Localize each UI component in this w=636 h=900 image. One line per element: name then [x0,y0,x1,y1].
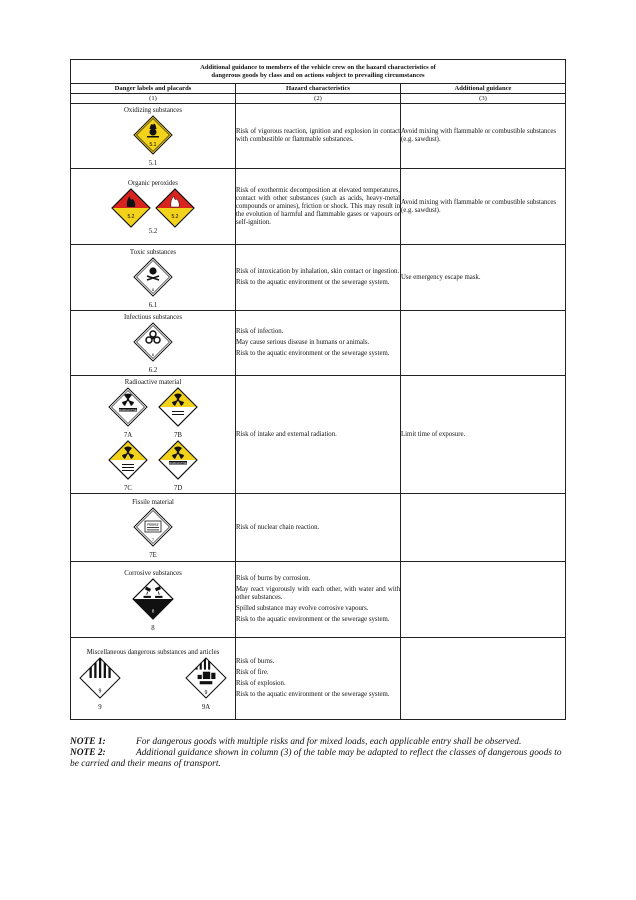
table-row [71,638,566,720]
svg-text:9: 9 [98,688,102,695]
hazard-cell [236,311,401,376]
class-number: 9 [98,703,102,711]
hazard-cell [236,245,401,311]
hazard-text: Risk to the aquatic environment or the sewerage system. [236,279,390,286]
miscellaneous-stripes-icon [79,657,121,699]
hazard-text: Risk to the aquatic environment or the sewerage system. [236,616,390,623]
class-number: 6.1 [148,301,158,309]
hazard-guidance-table [70,59,566,720]
caption-line-1: Additional guidance to members of the vehicle crew on the hazard characteristics of [200,63,436,71]
placard-cell [71,169,236,245]
class-number: 7C [124,485,132,492]
hazard-text: Risk of burns. [236,658,275,665]
row-label: Fissile material [132,498,174,506]
placard-text: RADIOACTIVE [169,462,187,465]
guidance-cell: Avoid mixing with flammable or combustible substances (e.g. sawdust). [401,169,566,245]
hazard-text: Risk of nuclear chain reaction. [236,523,320,531]
notes-section [70,737,570,770]
class-number: 8 [151,624,155,632]
note-text: For dangerous goods with multiple risks and for mixed loads, each applicable entry shall be observed. [136,737,522,747]
table-row [71,494,566,562]
guidance-cell [401,311,566,376]
caption-line-2: dangerous goods by class and on actions subject to prevailing circumstances [211,71,425,79]
guidance-cell: Avoid mixing with flammable or combustible substances (e.g. sawdust). [401,104,566,169]
placard-cell [71,376,236,494]
column-number-1: (1) [71,94,236,104]
placard-number: 5.2 [171,214,179,220]
placard-cell [71,245,236,311]
table-row [71,376,566,494]
table-row [71,104,566,169]
class-number: 9A [201,703,211,711]
hazard-cell [236,638,401,720]
guidance-cell [401,638,566,720]
flame-icon [111,188,151,228]
svg-text:9: 9 [204,689,208,696]
note-label: NOTE 2: [70,748,106,758]
radioactive-yellow-icon [158,440,198,480]
hazard-text: May cause serious disease in humans or animals. [236,339,370,346]
hazard-text: Risk of fire. [236,669,269,676]
hazard-cell [236,562,401,638]
hazard-text: Spilled substance may evolve corrosive vapours. [236,605,369,612]
guidance-cell [401,494,566,562]
hazard-cell [236,494,401,562]
header-hazard-characteristics: Hazard characteristics [236,84,401,94]
skull-and-crossbones-icon [133,257,173,297]
guidance-cell: Use emergency escape mask. [401,245,566,311]
hazard-cell [236,104,401,169]
class-number: 7D [173,485,183,492]
hazard-cell [236,169,401,245]
svg-text:6: 6 [151,286,155,292]
hazard-text: Risk of infection. [236,328,284,335]
placard-number: 5.1 [149,142,157,148]
class-number: 7E [149,551,157,559]
hazard-text: Risk of vigorous reaction, ignition and explosion in contact with combustible or flammable substances. [236,128,400,143]
table-row [71,245,566,311]
placard-cell [71,638,236,720]
hazard-text: Risk of burns by corrosion. [236,575,311,582]
corrosive-icon [132,578,174,620]
guidance-cell [401,562,566,638]
table-caption [71,60,566,84]
placard-cell [71,104,236,169]
class-number: 5.1 [148,160,158,167]
table-row [71,562,566,638]
radioactive-yellow-icon [158,387,198,427]
header-additional-guidance: Additional guidance [401,84,566,94]
note-label: NOTE 1: [70,737,106,747]
table-row [71,311,566,376]
row-label: Corrosive substances [124,569,182,577]
lithium-battery-icon [185,657,227,699]
placard-number: 5.2 [127,214,135,220]
row-label: Toxic substances [129,248,177,256]
hazard-text: Risk of explosion. [236,680,286,687]
row-label: Oxidizing substances [124,107,182,114]
table-row [71,169,566,245]
note-text: Additional guidance shown in column (3) of the table may be adapted to reflect the classes of dangerous goods to be carried and their means of transport. [70,748,562,769]
class-number: 5.2 [148,228,158,235]
header-danger-labels: Danger labels and placards [71,84,236,94]
placard-text: FISSILE [147,522,159,526]
hazard-text: Risk of exothermic decomposition at elevated temperatures, contact with other substances (such as acids, heavy-metal compounds or amines), friction or shock. This may result in the evolution of harmful and flammable gases or vapours or self-ignition. [236,186,400,226]
hazard-text: May react vigorously with each other, with water and with other substances. [236,586,400,601]
placard-cell [71,311,236,376]
hazard-text: Risk of intake and external radiation. [236,430,337,438]
guidance-cell: Limit time of exposure. [401,376,566,494]
radioactive-yellow-icon [108,440,148,480]
hazard-text: Risk to the aquatic environment or the sewerage system. [236,691,390,698]
placard-cell [71,562,236,638]
placard-text: RADIOACTIVE [119,409,137,412]
row-label: Organic peroxides [128,180,178,187]
svg-text:6: 6 [151,352,155,357]
hazard-text: Risk to the aquatic environment or the sewerage system. [236,350,390,357]
hazard-cell [236,376,401,494]
row-label: Infectious substances [124,314,182,321]
row-label: Radioactive material [124,379,182,386]
column-number-3: (3) [401,94,566,104]
class-number: 7A [123,432,133,439]
placard-cell [71,494,236,562]
radioactive-white-icon [108,387,148,427]
biohazard-icon [133,322,173,362]
svg-text:7: 7 [151,536,155,542]
flame-over-circle-icon [133,115,173,155]
flame-white-icon [155,188,195,228]
note-1 [70,737,570,748]
column-number-2: (2) [236,94,401,104]
hazard-text: Risk of intoxication by inhalation, skin contact or ingestion. [236,268,400,275]
note-2 [70,748,570,770]
class-number: 6.2 [148,367,158,374]
row-label: Miscellaneous dangerous substances and articles [86,648,220,656]
fissile-placard-icon [133,507,173,547]
class-number: 7B [174,432,182,439]
svg-text:8: 8 [151,609,155,615]
